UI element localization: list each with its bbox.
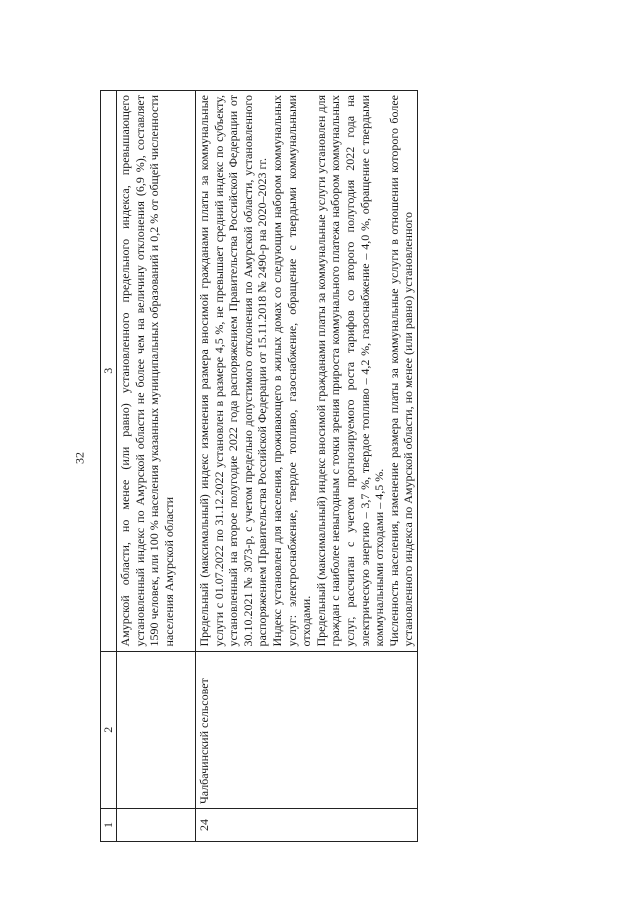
document-sheet (100, 90, 557, 842)
table-row (117, 91, 196, 842)
header-cell-3: 3 (101, 91, 117, 652)
description-cell (196, 91, 418, 652)
description-paragraph: Предельный (максимальный) индекс изменения размера вносимой гражданами платы за коммунальные услуги с 01.07.2022 по 31.12.2022 установлен в размере 4,5 %, не превышает средний индекс по субъекту, установленный на второе полугодие 2022 года распоряжением Правительства Российской Федерации от 30.10.2021 № 3073-р, с учетом предельно допустимого отклонения по Амурской области, установленного распоряжением Правительства Российской Федерации от 15.11.2018 № 2490-р на 2020–2023 гг. (197, 95, 270, 647)
row-number (117, 809, 196, 842)
description-cell (117, 91, 196, 652)
description-paragraph: Численность населения, изменение размера платы за коммунальные услуги в отношении которого более установленного индекса по Амурской области, но менее (или равно) установленного (386, 95, 416, 647)
table-row (196, 91, 418, 842)
description-paragraph: Индекс установлен для населения, проживающего в жилых домах со следующим набором коммунальных услуг: электроснабжение, твердое топливо, газоснабжение, обращение с твердыми коммунальными отходами. (269, 95, 314, 647)
header-cell-1: 1 (101, 809, 117, 842)
data-table (100, 90, 418, 842)
page-number: 32 (72, 452, 87, 464)
municipality-name: Чалбачинский сельсовет (196, 651, 418, 809)
header-row (101, 91, 117, 842)
description-paragraph: Амурской области, но менее (или равно) установленного предельного индекса, превышающего установленный индекс по Амурской области не более чем на величину отклонения (6,9 %), составляет 1590 человек, или 100 % населения указанных муниципальных образований и 0,2 % от общей численности населения Амурской области (118, 95, 176, 647)
header-cell-2: 2 (101, 651, 117, 809)
municipality-name (117, 651, 196, 809)
description-paragraph: Предельный (максимальный) индекс вносимой гражданами платы за коммунальные услуги установлен для граждан с наиболее невыгодным с точки зрения прироста коммунального платежа набором коммунальных услуг, рассчитан с учетом прогнозируемого роста тарифов со второго полугодия 2022 года на электрическую энергию – 3,7 %, твердое топливо – 4,2 %, газоснабжение – 4,0 %, обращение с твердыми коммунальными отходами – 4,5 %. (313, 95, 387, 647)
rotated-content (100, 90, 557, 842)
row-number: 24 (196, 809, 418, 842)
